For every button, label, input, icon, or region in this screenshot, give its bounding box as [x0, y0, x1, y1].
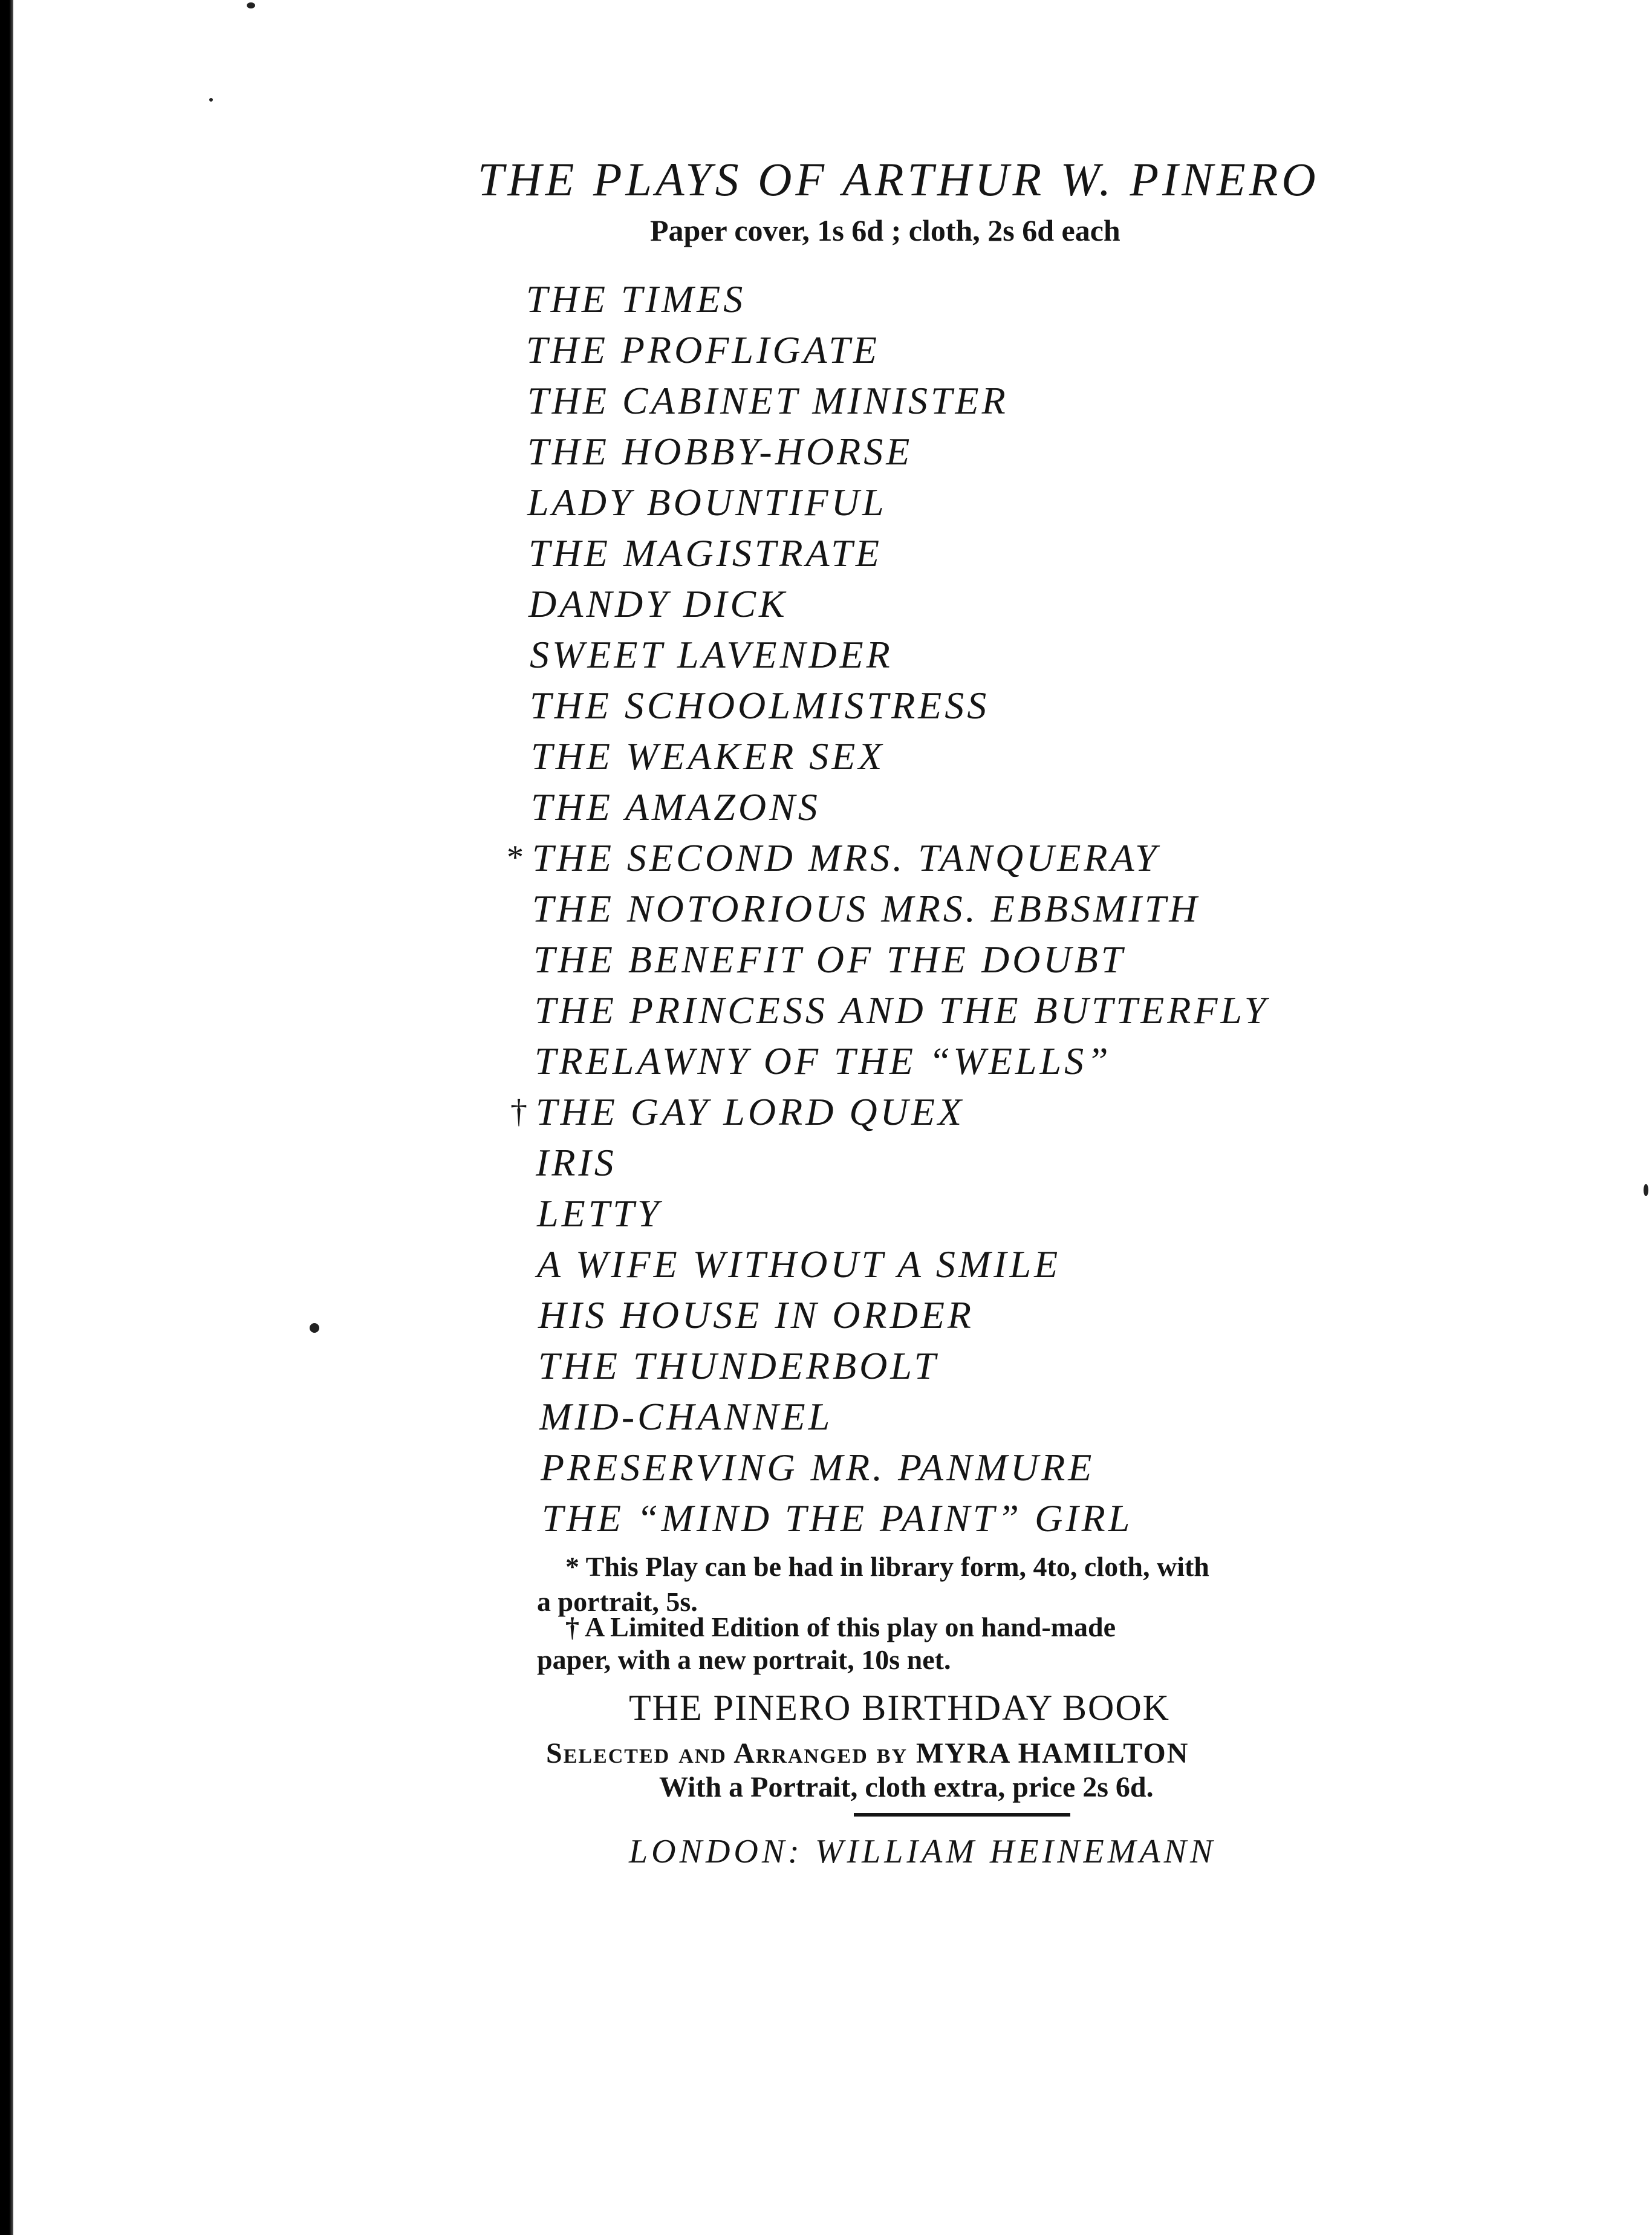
play-item [527, 429, 912, 474]
play-item [531, 785, 821, 830]
dagger-note-cont: paper, with a new portrait, 10s net. [537, 1644, 951, 1675]
play-title: THE BENEFIT OF THE DOUBT [533, 938, 1126, 981]
divider-rule [854, 1813, 1070, 1817]
play-title: THE WEAKER SEX [531, 735, 885, 778]
play-item [531, 734, 885, 779]
asterisk-note-cont: a portrait, 5s. [537, 1586, 698, 1617]
play-item [510, 1090, 965, 1134]
play-title: THE AMAZONS [531, 786, 821, 828]
play-title: THE PRINCESS AND THE BUTTERFLY [535, 989, 1269, 1032]
play-title: DANDY DICK [528, 582, 788, 625]
play-title: MID-CHANNEL [539, 1395, 833, 1438]
play-title: THE PROFLIGATE [526, 328, 880, 371]
play-title: THE MAGISTRATE [528, 532, 882, 574]
play-item [528, 531, 882, 576]
play-item [526, 328, 880, 372]
play-item [537, 1191, 662, 1236]
play-title: THE SCHOOLMISTRESS [530, 684, 990, 727]
play-item [533, 937, 1125, 982]
birthday-book-credit: Selected and Arranged by MYRA HAMILTON [546, 1737, 1189, 1769]
play-title: IRIS [536, 1141, 617, 1184]
play-title: HIS HOUSE IN ORDER [538, 1293, 974, 1336]
asterisk-note: * This Play can be had in library form, 4to, cloth, with [565, 1551, 1209, 1582]
play-item [535, 988, 1269, 1033]
play-title: THE SECOND MRS. TANQUERAY [532, 836, 1160, 879]
price-line: Paper cover, 1s 6d ; cloth, 2s 6d each [650, 213, 1120, 247]
play-item [535, 1039, 1111, 1084]
play-item [526, 277, 746, 322]
play-title: THE NOTORIOUS MRS. EBBSMITH [532, 887, 1200, 930]
play-item [530, 633, 893, 677]
play-title: THE TIMES [526, 278, 746, 320]
footnote-mark: * [507, 839, 527, 876]
play-title: PRESERVING MR. PANMURE [541, 1446, 1095, 1489]
play-item [528, 582, 788, 626]
play-title: SWEET LAVENDER [530, 633, 893, 676]
play-item [538, 1293, 974, 1338]
footnote-mark: † [510, 1093, 530, 1130]
play-title: THE “MIND THE PAINT” GIRL [542, 1497, 1133, 1540]
play-item [539, 1394, 833, 1439]
play-item [542, 1496, 1133, 1541]
page-title: THE PLAYS OF ARTHUR W. PINERO [478, 153, 1319, 206]
play-item [507, 836, 1160, 880]
play-title: LADY BOUNTIFUL [527, 481, 887, 524]
play-title: A WIFE WITHOUT A SMILE [537, 1243, 1061, 1286]
birthday-book-price: With a Portrait, cloth extra, price 2s 6d. [659, 1771, 1154, 1803]
play-item [532, 887, 1200, 931]
birthday-book-title: THE PINERO BIRTHDAY BOOK [629, 1688, 1170, 1728]
play-title: THE GAY LORD QUEX [536, 1090, 965, 1133]
play-item [530, 683, 989, 728]
play-item [527, 379, 1009, 423]
dagger-note: † A Limited Edition of this play on hand-made [565, 1612, 1116, 1642]
play-item [538, 1344, 938, 1388]
play-item [527, 480, 887, 525]
play-item [536, 1140, 617, 1185]
play-item [537, 1242, 1061, 1287]
play-item [541, 1445, 1094, 1490]
play-title: LETTY [537, 1192, 662, 1235]
play-title: THE HOBBY-HORSE [527, 430, 913, 473]
publisher-imprint: LONDON: WILLIAM HEINEMANN [629, 1833, 1217, 1870]
play-title: THE THUNDERBOLT [538, 1344, 939, 1387]
play-title: THE CABINET MINISTER [527, 379, 1009, 422]
play-title: TRELAWNY OF THE “WELLS” [535, 1039, 1111, 1082]
